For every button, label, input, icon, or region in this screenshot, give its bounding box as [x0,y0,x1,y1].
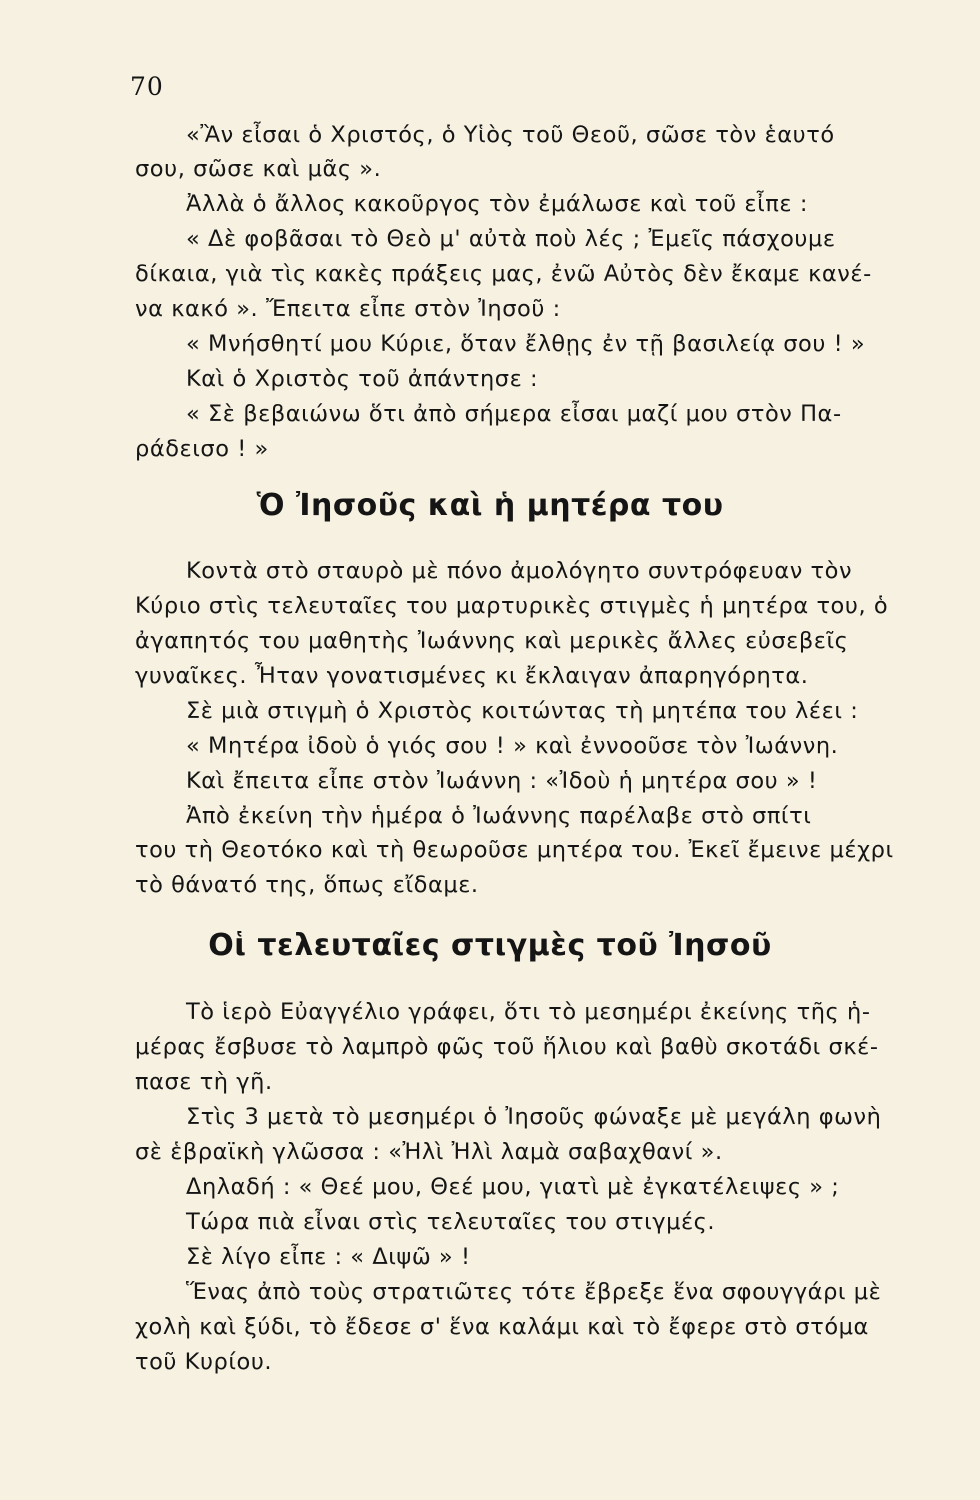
page-number: 70 [130,72,164,101]
text-line: Κοντὰ στὸ σταυρὸ μὲ πόνο ἀμολόγητο συντρόφευαν τὸν [186,558,853,584]
text-line: « Μνήσθητί μου Κύριε, ὅταν ἔλθῃς ἐν τῇ βασιλείᾳ σου ! » [186,331,866,357]
text-line: Ἀλλὰ ὁ ἄλλος κακοῦργος τὸν ἐμάλωσε καὶ τοῦ εἶπε : [186,191,808,217]
text-line: « Σὲ βεβαιώνω ὅτι ἀπὸ σήμερα εἶσαι μαζί μου στὸν Πα- [186,401,842,427]
text-line: «Ἂν εἶσαι ὁ Χριστός, ὁ Υἱὸς τοῦ Θεοῦ, σῶσε τὸν ἑαυτό [186,122,835,148]
text-line: Τώρα πιὰ εἶναι στὶς τελευταῖες του στιγμές. [186,1209,716,1235]
text-line: Τὸ ἱερὸ Εὐαγγέλιο γράφει, ὅτι τὸ μεσημέρι ἐκείνης τῆς ἡ- [186,999,871,1025]
text-line: Καὶ ἔπειτα εἶπε στὸν Ἰωάννη : «Ἰδοὺ ἡ μητέρα σου » ! [186,768,818,794]
text-line: Σὲ λίγο εἶπε : « Διψῶ » ! [186,1244,471,1270]
text-line: του τὴ Θεοτόκο καὶ τὴ θεωροῦσε μητέρα του. Ἐκεῖ ἔμεινε μέχρι [135,837,894,863]
text-line: πασε τὴ γῆ. [135,1069,273,1095]
text-line: σὲ ἑβραϊκὴ γλῶσσα : «Ἠλὶ Ἠλὶ λαμὰ σαβαχθανί ». [135,1139,723,1165]
text-line: τοῦ Κυρίου. [135,1349,273,1375]
text-line: ράδεισο ! » [135,436,269,462]
text-line: γυναῖκες. Ἦταν γονατισμένες κι ἔκλαιγαν ἀπαρηγόρητα. [135,663,809,689]
text-line: να κακό ». Ἔπειτα εἶπε στὸν Ἰησοῦ : [135,296,561,322]
text-line: σου, σῶσε καὶ μᾶς ». [135,156,382,182]
text-line: Στὶς 3 μετὰ τὸ μεσημέρι ὁ Ἰησοῦς φώναξε μὲ μεγάλη φωνὴ [186,1104,882,1130]
text-line: δίκαια, γιὰ τὶς κακὲς πράξεις μας, ἐνῶ Αὐτὸς δὲν ἔκαμε κανέ- [135,261,872,287]
text-line: Ἕνας ἀπὸ τοὺς στρατιῶτες τότε ἔβρεξε ἕνα σφουγγάρι μὲ [186,1279,882,1305]
text-line: Κύριο στὶς τελευταῖες του μαρτυρικὲς στιγμὲς ἡ μητέρα του, ὁ [135,593,889,619]
section-heading: Ὁ Ἰησοῦς καὶ ἡ μητέρα του [256,488,724,523]
text-line: τὸ θάνατό της, ὅπως εἴδαμε. [135,872,479,898]
section-heading: Οἱ τελευταῖες στιγμὲς τοῦ Ἰησοῦ [208,928,772,963]
text-line: Σὲ μιὰ στιγμὴ ὁ Χριστὸς κοιτώντας τὴ μητέπα του λέει : [186,698,859,724]
text-line: χολὴ καὶ ξύδι, τὸ ἔδεσε σ' ἕνα καλάμι καὶ τὸ ἔφερε στὸ στόμα [135,1314,869,1340]
text-line: μέρας ἔσβυσε τὸ λαμπρὸ φῶς τοῦ ἥλιου καὶ βαθὺ σκοτάδι σκέ- [135,1034,879,1060]
text-line: « Μητέρα ἰδοὺ ὁ γιός σου ! » καὶ ἐννοοῦσε τὸν Ἰωάννη. [186,733,839,759]
text-line: « Δὲ φοβᾶσαι τὸ Θεὸ μ' αὐτὰ ποὺ λές ; Ἐμεῖς πάσχουμε [186,226,836,252]
text-line: Καὶ ὁ Χριστὸς τοῦ ἀπάντησε : [186,366,539,392]
text-line: Δηλαδή : « Θεέ μου, Θεέ μου, γιατὶ μὲ ἐγκατέλειψες » ; [186,1174,840,1200]
text-line: Ἀπὸ ἐκείνη τὴν ἡμέρα ὁ Ἰωάννης παρέλαβε στὸ σπίτι [186,803,812,829]
text-line: ἀγαπητός του μαθητὴς Ἰωάννης καὶ μερικὲς ἄλλες εὐσεβεῖς [135,628,849,654]
